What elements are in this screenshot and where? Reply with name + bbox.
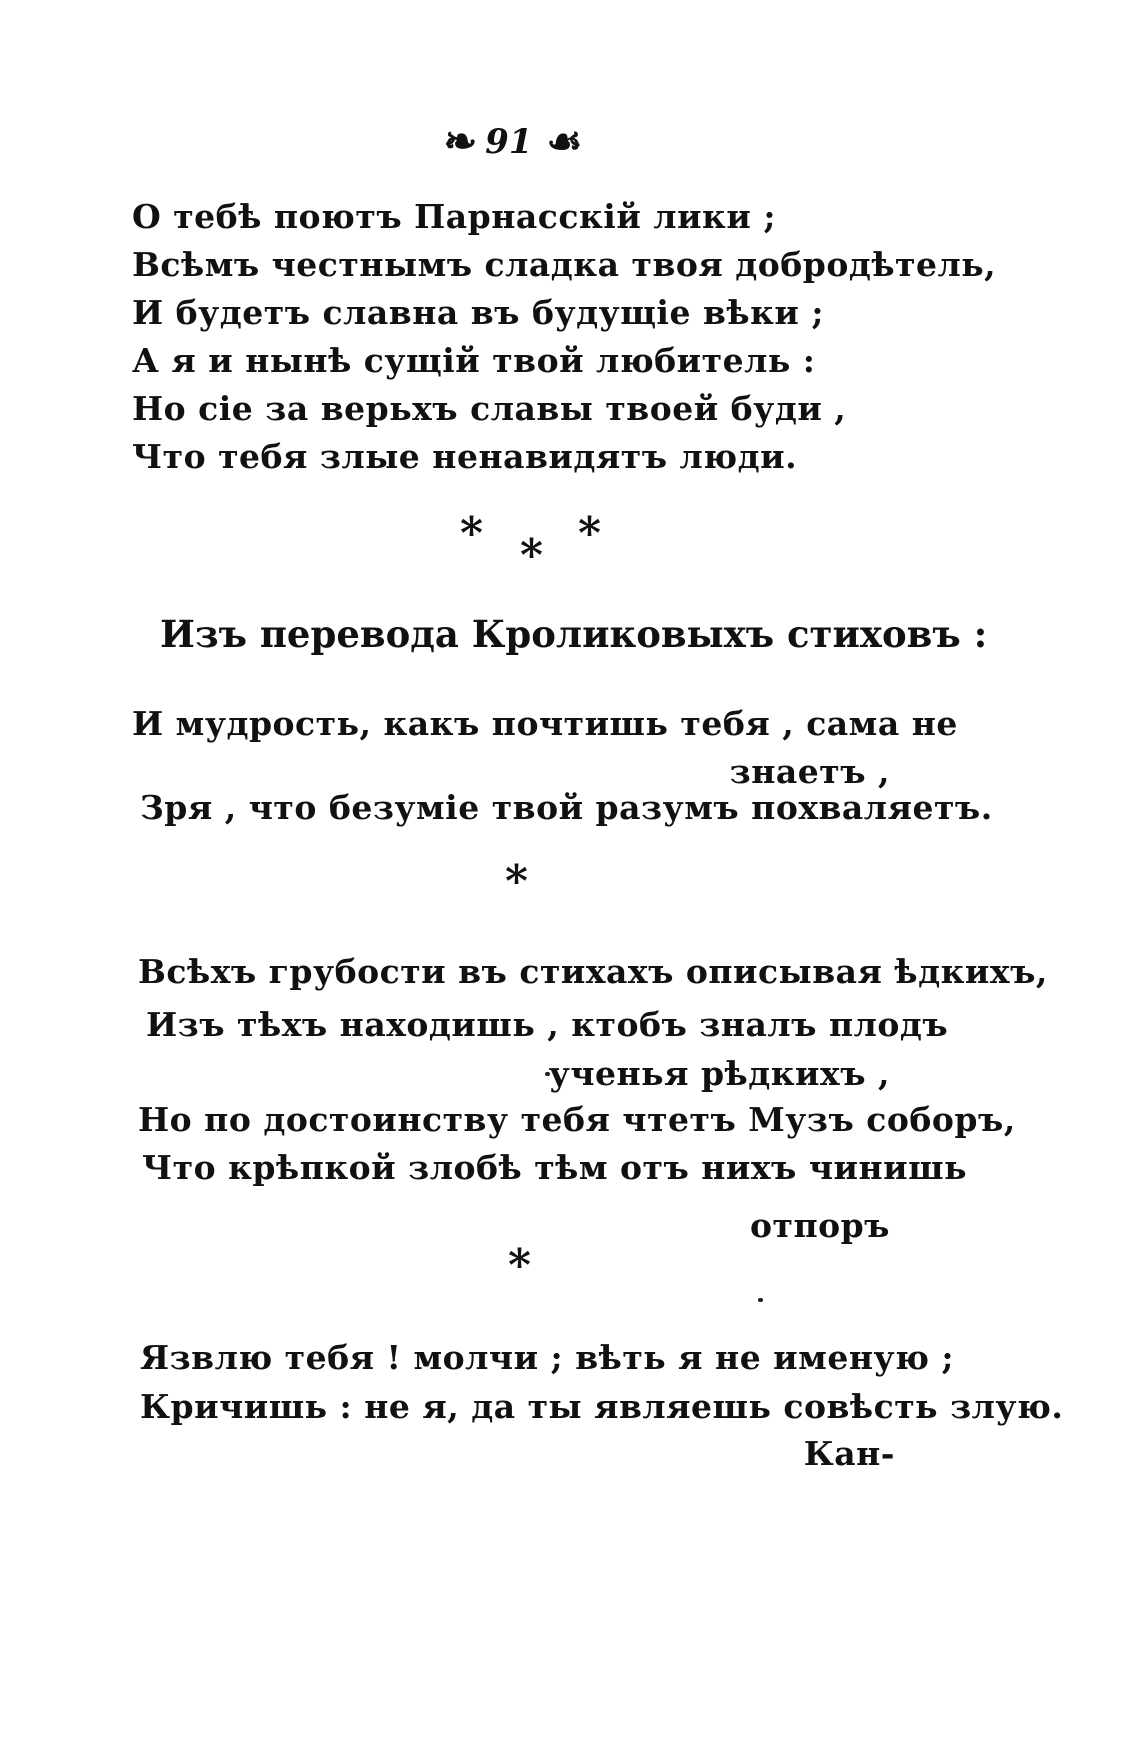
epigram3-line-2: Кричишь : не я, да ты являешь совѣсть злую. (140, 1387, 1064, 1426)
poem1-line-6: Что тебя злые ненавидятъ люди. (132, 437, 798, 476)
epigram2-line-2: Изъ тѣхъ находишь , ктобъ зналъ плодъ (146, 1005, 949, 1044)
epigram2-line-4: Что крѣпкой злобѣ тѣм отъ нихъ чинишь (142, 1148, 967, 1187)
separator-star: * (460, 508, 484, 559)
poem1-line-5: Но сіе за верьхъ славы твоей буди , (132, 389, 847, 428)
epigram2-line-4-cont: отпоръ (749, 1206, 890, 1245)
epigram1-line-1: И мудрость, какъ почтишь тебя , сама не (132, 704, 958, 743)
epigram2-line-3: Но по достоинству тебя чтетъ Музъ соборъ, (138, 1100, 1016, 1139)
epigram1-line-1-cont: знаетъ , (729, 752, 890, 791)
epigram2-line-2-cont: ученья рѣдкихъ , (548, 1054, 890, 1093)
separator-star: * (508, 1240, 532, 1291)
poem1-line-4: А я и нынѣ сущій твой любитель : (132, 341, 816, 380)
epigram2-line-1: Всѣхъ грубости въ стихахъ описывая ѣдкихъ, (138, 952, 1048, 991)
poem1-line-1: О тебѣ поютъ Парнасскій лики ; (132, 197, 777, 236)
separator-star: * (578, 508, 602, 559)
separator-star: * (520, 530, 544, 581)
page-header (390, 112, 630, 172)
epigram1-line-2: Зря , что безуміе твой разумъ похваляетъ. (140, 788, 993, 827)
poem1-line-2: Всѣмъ честнымъ сладка твоя добродѣтель, (132, 245, 997, 284)
ornament-left-icon: ❧ (443, 118, 472, 165)
ornament-right-icon: ☙ (546, 118, 577, 165)
section-heading: Изъ перевода Кроликовыхъ стиховъ : (160, 612, 988, 656)
poem1-line-3: И будетъ славна въ будущіе вѣки ; (132, 293, 825, 332)
stray-dot (758, 1298, 763, 1302)
epigram3-line-1: Язвлю тебя ! молчи ; вѣть я не именую ; (140, 1338, 955, 1377)
separator-star: * (505, 856, 529, 907)
page-number: 91 (485, 122, 533, 162)
catchword: Кан- (803, 1434, 895, 1473)
